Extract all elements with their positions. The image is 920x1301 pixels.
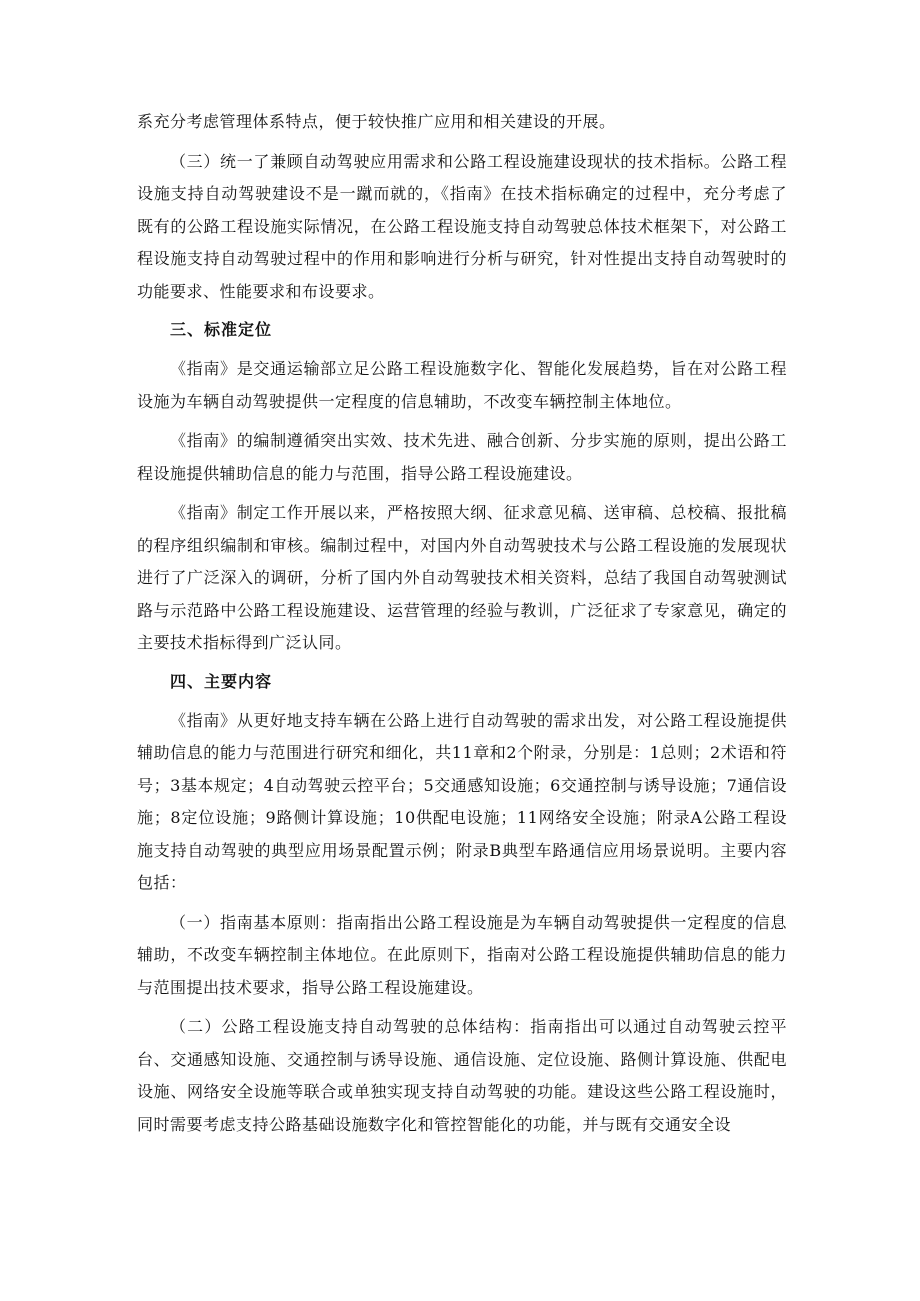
document-body (137, 106, 787, 1148)
paragraph-continuation: 系充分考虑管理体系特点，便于较快推广应用和相关建设的开展。 (137, 112, 616, 131)
section-heading-3: 三、标准定位 (170, 320, 273, 339)
paragraph-positioning-3: 《指南》制定工作开展以来，严格按照大纲、征求意见稿、送审稿、总校稿、报批稿的程序组织编制和审核。编制过程中，对国内外自动驾驶技术与公路工程设施的发展现状进行了广泛深入的调研，分析了国内外自动驾驶技术相关资料，总结了我国自动驾驶测试路与示范路中公路工程设施建设、运营管理的经验与教训，广泛征求了专家意见，确定的主要技术指标得到广泛认同。 (137, 503, 787, 652)
paragraph-content-item-1: （一）指南基本原则：指南指出公路工程设施是为车辆自动驾驶提供一定程度的信息辅助，不改变车辆控制主体地位。在此原则下，指南对公路工程设施提供辅助信息的能力与范围提出技术要求，指导公路工程设施建设。 (137, 912, 787, 997)
section-heading-4: 四、主要内容 (170, 671, 273, 691)
paragraph-content-overview: 《指南》从更好地支持车辆在公路上进行自动驾驶的需求出发，对公路工程设施提供辅助信息的能力与范围进行研究和细化，共11章和2个附录，分别是：1总则；2术语和符号；3基本规定；4自动驾驶云控平台；5交通感知设施；6交通控制与诱导设施；7通信设施；8定位设施；9路侧计算设施；10供配电设施；11网络安全设施；附录A公路工程设施支持自动驾驶的典型应用场景配置示例；附录B典型车路通信应用场景说明。主要内容包括： (137, 710, 787, 892)
paragraph-positioning-2: 《指南》的编制遵循突出实效、技术先进、融合创新、分步实施的原则，提出公路工程设施提供辅助信息的能力与范围，指导公路工程设施建设。 (137, 431, 787, 483)
paragraph-positioning-1: 《指南》是交通运输部立足公路工程设施数字化、智能化发展趋势，旨在对公路工程设施为车辆自动驾驶提供一定程度的信息辅助，不改变车辆控制主体地位。 (137, 359, 787, 411)
paragraph-content-item-2: （二）公路工程设施支持自动驾驶的总体结构：指南指出可以通过自动驾驶云控平台、交通感知设施、交通控制与诱导设施、通信设施、定位设施、路侧计算设施、供配电设施、网络安全设施等联合或单独实现支持自动驾驶的功能。建设这些公路工程设施时，同时需要考虑支持公路基础设施数字化和管控智能化的功能，并与既有交通安全设 (137, 1017, 787, 1134)
paragraph-section-2-item-3: （三）统一了兼顾自动驾驶应用需求和公路工程设施建设现状的技术指标。公路工程设施支持自动驾驶建设不是一蹴而就的，《指南》在技术指标确定的过程中，充分考虑了既有的公路工程设施实际情况，在公路工程设施支持自动驾驶总体技术框架下，对公路工程设施支持自动驾驶过程中的作用和影响进行分析与研究，针对性提出支持自动驾驶时的功能要求、性能要求和布设要求。 (137, 151, 787, 301)
